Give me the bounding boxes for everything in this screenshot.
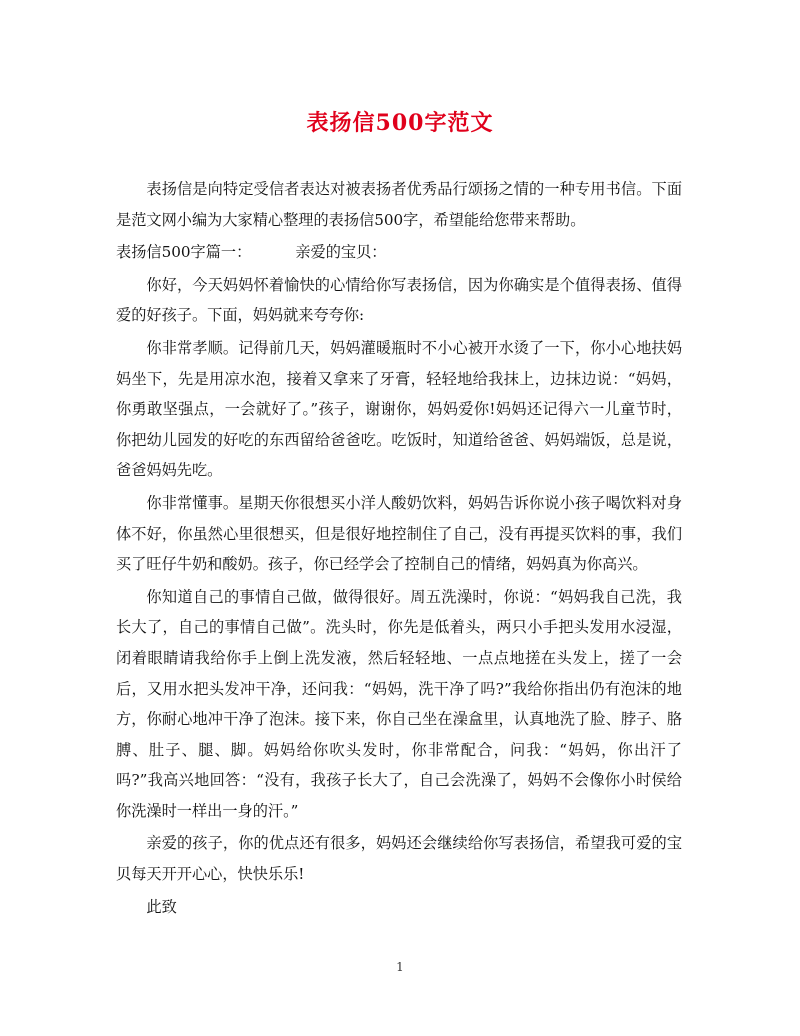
body-paragraph: 你好，今天妈妈怀着愉快的心情给你写表扬信，因为你确实是个值得表扬、值得爱的好孩子。下面，妈妈就来夸夸你:: [116, 275, 682, 325]
body-paragraph: 你知道自己的事情自己做，做得很好。周五洗澡时，你说：“妈妈我自己洗，我长大了，自己的事情自己做”。洗头时，你先是低着头，两只小手把头发用水浸湿，闭着眼睛请我给你手上倒上洗发液，然后轻轻地、一点点地搓在头发上，搓了一会后，又用水把头发冲干净，还问我：“妈妈，洗干净了吗?”我给你指出仍有泡沫的地方，你耐心地冲干净了泡沫。接下来，你自己坐在澡盒里，认真地洗了脸、脖子、胳膊、肚子、腿、脚。妈妈给你吹头发时，你非常配合，问我：“妈妈，你出汗了吗?”我高兴地回答：“没有，我孩子长大了，自己会洗澡了，妈妈不会像你小时侯给你洗澡时一样出一身的汗。”: [116, 587, 682, 820]
closing-line: 此致: [146, 897, 177, 916]
section-label: 表扬信500字篇一：: [116, 243, 252, 262]
page-number: 1: [396, 960, 404, 974]
body-paragraph: 你非常孝顺。记得前几天，妈妈灌暖瓶时不小心被开水烫了一下，你小心地扶妈妈坐下，先是用凉水泡，接着又拿来了牙膏，轻轻地给我抹上，边抹边说：“妈妈，你勇敢坚强点，一会就好了。”孩子，谢谢你，妈妈爱你!妈妈还记得六一儿童节时，你把幼儿园发的好吃的东西留给爸爸吃。吃饭时，知道给爸爸、妈妈端饭，总是说，爸爸妈妈先吃。: [116, 338, 682, 480]
intro-paragraph: 表扬信是向特定受信者表达对被表扬者优秀品行颂扬之情的一种专用书信。下面是范文网小编为大家精心整理的表扬信500字，希望能给您带来帮助。: [116, 180, 682, 229]
body-paragraph: 亲爱的孩子，你的优点还有很多，妈妈还会继续给你写表扬信，希望我可爱的宝贝每天开开心心，快快乐乐!: [116, 834, 682, 884]
document-title: 表扬信500字范文: [306, 110, 494, 136]
greeting-line: [116, 237, 682, 268]
document-body: [116, 174, 682, 924]
body-paragraph: 你非常懂事。星期天你很想买小洋人酸奶饮料，妈妈告诉你说小孩子喝饮料对身体不好，你虽然心里很想买，但是很好地控制住了自己，没有再提买饮料的事，我们买了旺仔牛奶和酸奶。孩子，你已经学会了控制自己的情绪，妈妈真为你高兴。: [116, 493, 682, 574]
salutation: 亲爱的宝贝：: [295, 243, 387, 262]
